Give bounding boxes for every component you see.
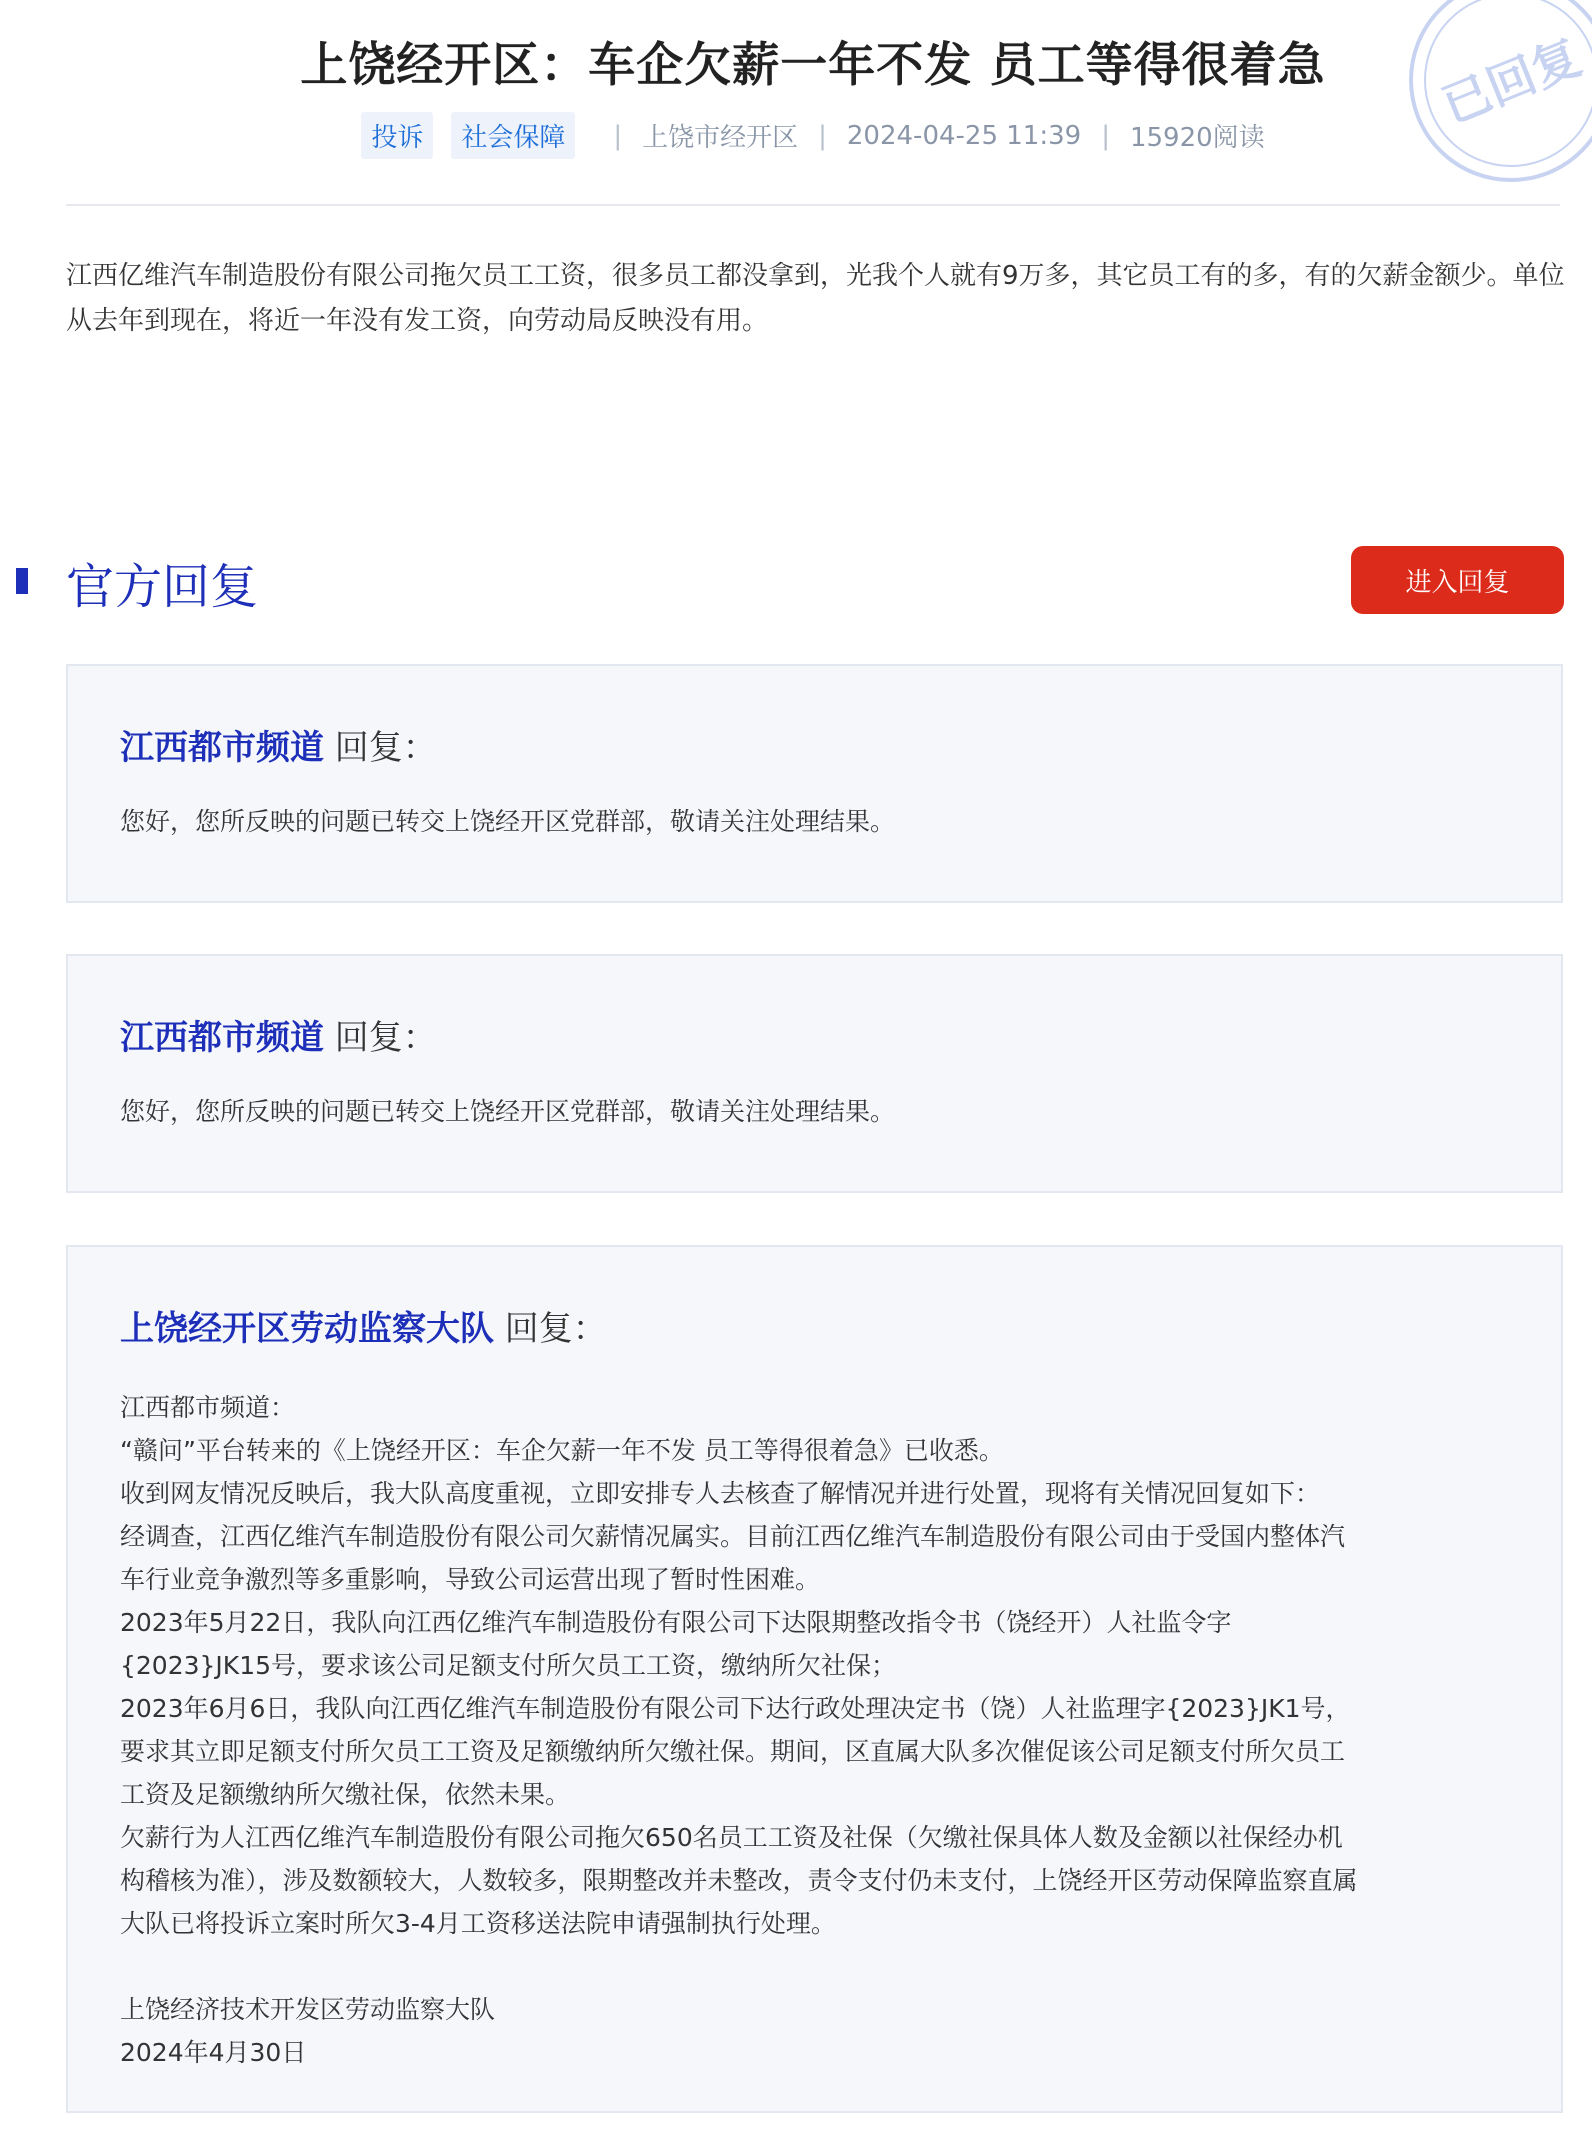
- reply-label: 回复：: [494, 1309, 607, 1349]
- reply-line: 2024年4月30日: [120, 2038, 307, 2067]
- reply-header: [120, 1010, 1561, 1059]
- reply-line: 您好，您所反映的问题已转交上饶经开区党群部，敬请关注处理结果。: [120, 1097, 896, 1126]
- reply-line: 2023年5月22日，我队向江西亿维汽车制造股份有限公司下达限期整改指令书（饶经开）人社监令字: [120, 1608, 1232, 1637]
- reply-line: 您好，您所反映的问题已转交上饶经开区党群部，敬请关注处理结果。: [120, 807, 896, 836]
- reply-line: 车行业竞争激烈等多重影响，导致公司运营出现了暂时性困难。: [120, 1565, 821, 1594]
- reply-body: [120, 800, 1561, 843]
- reply-line: 欠薪行为人江西亿维汽车制造股份有限公司拖欠650名员工工资及社保（欠缴社保具体人数及金额以社保经办机: [120, 1823, 1343, 1852]
- read-count: 15920阅读: [1129, 123, 1265, 153]
- reply-card: [66, 1245, 1563, 2113]
- reply-card: [66, 664, 1563, 903]
- reply-author[interactable]: 江西都市频道: [120, 728, 324, 768]
- stamp-text: 已回复: [1434, 28, 1590, 135]
- section-marker: [16, 568, 28, 594]
- reply-line: 经调查，江西亿维汽车制造股份有限公司欠薪情况属实。目前江西亿维汽车制造股份有限公司由于受国内整体汽: [120, 1522, 1346, 1551]
- reply-line: 上饶经济技术开发区劳动监察大队: [120, 1995, 496, 2024]
- reply-header: [120, 720, 1561, 769]
- meta-separator: |: [818, 120, 827, 151]
- reply-author[interactable]: 上饶经开区劳动监察大队: [120, 1309, 494, 1349]
- reply-line: [120, 1945, 1561, 1988]
- reply-line: 江西都市频道：: [120, 1393, 296, 1422]
- reply-line: 构稽核为准），涉及数额较大，人数较多，限期整改并未整改，责令支付仍未支付，上饶经开区劳动保障监察直属: [120, 1866, 1358, 1895]
- reply-line: 收到网友情况反映后，我大队高度重视，立即安排专人去核查了解情况并进行处置，现将有关情况回复如下：: [120, 1479, 1321, 1508]
- reply-line: {2023}JK15号，要求该公司足额支付所欠员工工资，缴纳所欠社保；: [120, 1651, 897, 1680]
- section-title: 官方回复: [66, 559, 259, 615]
- page-title: 上饶经开区：车企欠薪一年不发 员工等得很着急: [300, 38, 1326, 93]
- reply-line: 工资及足额缴纳所欠缴社保，依然未果。: [120, 1780, 571, 1809]
- reply-line: 要求其立即足额支付所欠员工工资及足额缴纳所欠缴社保。期间，区直属大队多次催促该公司足额支付所欠员工: [120, 1737, 1346, 1766]
- tag-complaint[interactable]: 投诉: [361, 112, 433, 159]
- reply-body: [120, 1090, 1561, 1133]
- datetime-text: 2024-04-25 11:39: [846, 120, 1082, 151]
- reply-line: 2023年6月6日，我队向江西亿维汽车制造股份有限公司下达行政处理决定书（饶）人社监理字{2023}JK1号，: [120, 1694, 1351, 1723]
- reply-body: [120, 1386, 1561, 2074]
- reply-author[interactable]: 江西都市频道: [120, 1018, 324, 1058]
- reply-line: “赣问”平台转来的《上饶经开区：车企欠薪一年不发 员工等得很着急》已收悉。: [120, 1436, 1004, 1465]
- reply-line: 大队已将投诉立案时所欠3-4月工资移送法院申请强制执行处理。: [120, 1909, 836, 1938]
- tag-social-security[interactable]: 社会保障: [451, 112, 575, 159]
- article-header: [66, 0, 1590, 206]
- article-meta: [66, 112, 1560, 159]
- location-text: 上饶市经开区: [642, 123, 799, 153]
- reply-label: 回复：: [324, 728, 437, 768]
- meta-separator: |: [1101, 120, 1110, 151]
- reply-header: [120, 1301, 1561, 1350]
- reply-card: [66, 954, 1563, 1193]
- complaint-text: 江西亿维汽车制造股份有限公司拖欠员工工资，很多员工都没拿到，光我个人就有9万多，其它员工有的多，有的欠薪金额少。单位从去年到现在，将近一年没有发工资，向劳动局反映没有用。: [66, 261, 1565, 336]
- reply-label: 回复：: [324, 1018, 437, 1058]
- enter-reply-button[interactable]: 进入回复: [1351, 546, 1564, 614]
- meta-separator: |: [613, 120, 623, 151]
